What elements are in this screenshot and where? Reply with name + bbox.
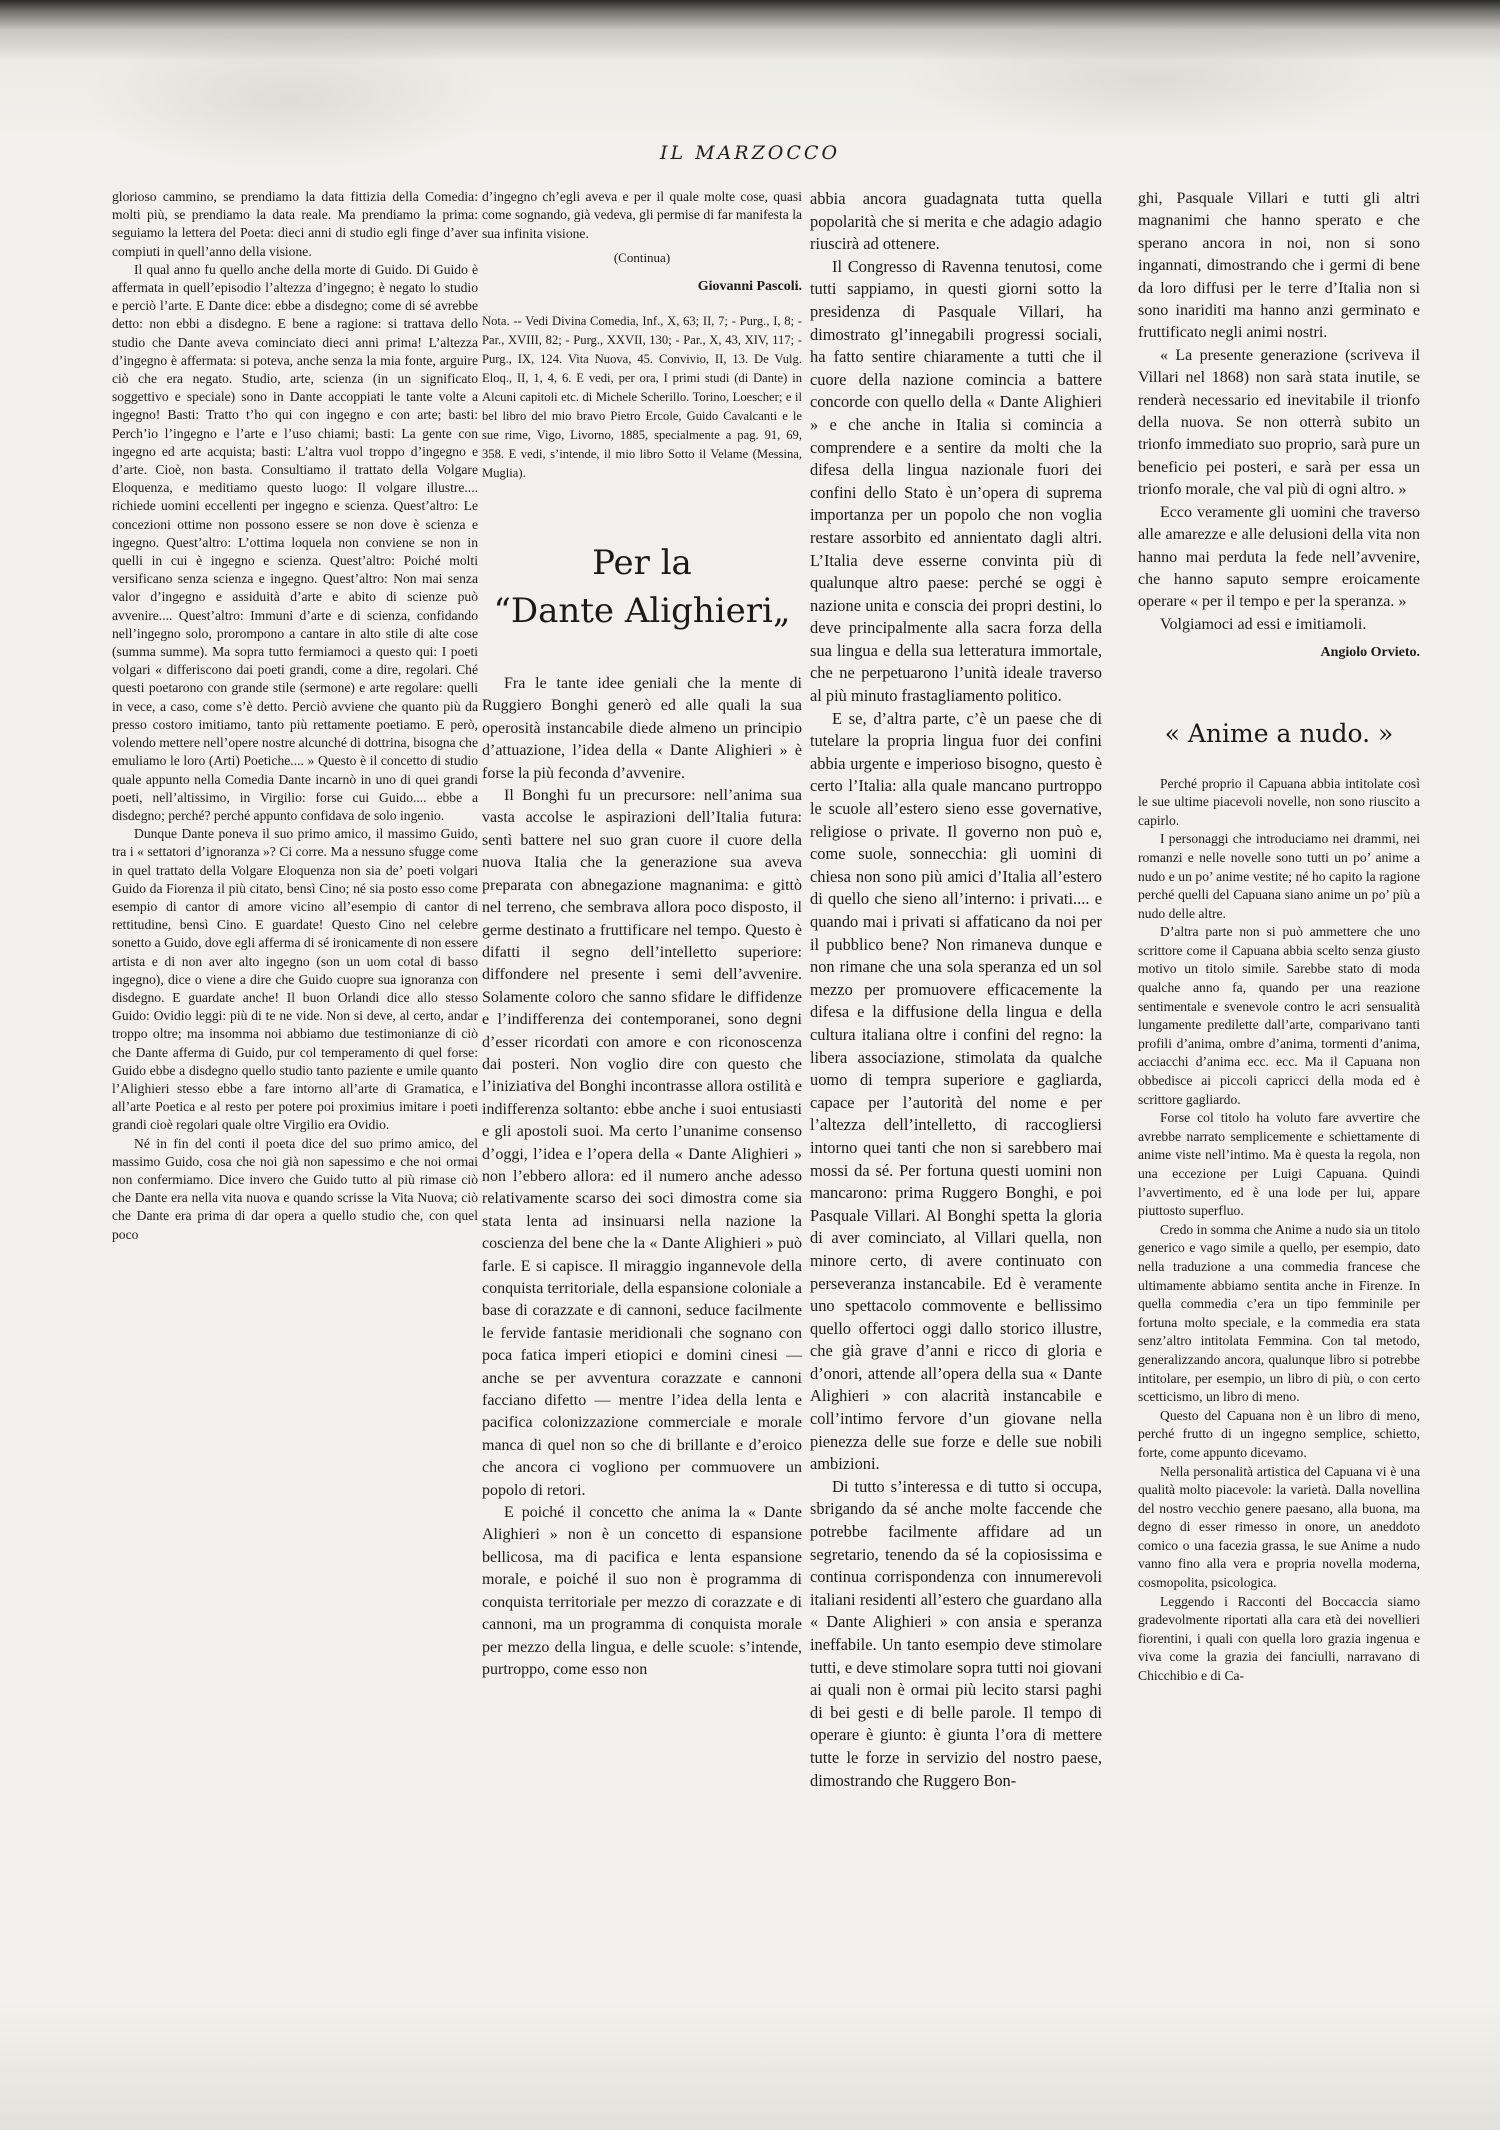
paragraph: Questo del Capuana non è un libro di meno, perché frutto di un ingegno semplice, schietto, forte, come appunto dicevamo. [1138, 1407, 1420, 1460]
headline-line: “Dante Alighieri„ [493, 591, 791, 632]
paragraph: Dunque Dante poneva il suo primo amico, il massimo Guido, tra i « settatori d’ignoranza »? Ci corre. Ma a nessuno sfugge come in quel trattato della Volgare Eloquenza non sia de’ poeti volgari Guido da Fiorenza il più citato, bensì Cino; né sia posto esso come esempio di cantor di amore vicino all’esempio di cantor di rettitudine, bensì Cino. E guardate! Questo Cino nel celebre sonetto a Guido, dove egli afferma di sé ironicamente di non essere artista e di non aver alto ingegno (son un uom cotal di basso ingegno), dice o viene a dire che Guido cuopre sua ignoranza con disdegno. E guardate anche! Il buon Orlandi dice allo stesso Guido: Ovidio leggi: più di te ne vide. Non si deve, al certo, andar troppo oltre; ma insomma noi abbiamo due testimonianze di ciò che Dante afferma di Guido, pur col temperamento di quel forse: Guido ebbe a disdegno quello studio tanto paziente e umile quanto l’Alighieri stesso ebbe a fare intorno all’arte di Gramatica, e all’arte Poetica e al resto per potere poi proximius imitare i poeti grandi cioè regolari quale oltre Virgilio era Ovidio. [112, 826, 478, 1133]
page-header: IL MARZOCCO [659, 142, 841, 164]
paragraph: d’ingegno ch’egli aveva e per il quale molte cose, quasi come sognando, già vedeva, gli permise di far manifesta la sua infinita visione. [482, 189, 802, 241]
paragraph: Il Bonghi fu un precursore: nell’anima sua vasta accolse le aspirazioni dell’Italia futura: sentì battere nel suo gran cuore il cuore della nuova Italia che la generazione sua aveva preparata con abnegazione magnanima: e gittò nel terreno, che sembrava allora poco disposto, il germe destinato a fruttificare nel tempo. Questo è difatti il segno dell’intelletto superiore: diffondere nel presente i semi dell’avvenire. Solamente coloro che sanno sfidare le diffidenze e l’indifferenza dei contemporanei, sono degni d’esser ricordati con amore e con riconoscenza dai posteri. Non voglio dire con questo che l’iniziativa del Bonghi incontrasse allora ostilità e indifferenza soltanto: ebbe anche i suoi entusiasti e gli apostoli suoi. Ma certo l’unanime consenso d’oggi, l’idea e l’opera della « Dante Alighieri » non l’ebbero allora: ed il numero anche adesso relativamente scarso dei soci dimostra come sia stata lenta ad insinuarsi nella nazione la coscienza del bene che la « Dante Alighieri » può farle. E si capisce. Il miraggio ingannevole della conquista territoriale, della espansione coloniale a base di corazzate e di cannoni, seduce facilmente le fervide fantasie meridionali che sognano con poca fatica imperi etiopici e domini cinesi — anche se per avventura corazzate e cannoni facciano difetto — mentre l’idea della lenta e pacifica colonizzazione commerciale e morale manca di quel non so che di brillante e d’eroico che ancora ci vogliono per commuovere un popolo di retori. [482, 787, 802, 1499]
paragraph: I personaggi che introduciamo nei drammi, nei romanzi e nelle novelle sono tutti un po’ anime a nudo e un po’ anime vestite; né ho capito la ragione perché quelli del Capuana siano anime un po’ più a nudo delle altre. [1138, 831, 1420, 921]
paragraph: « La presente generazione (scriveva il Villari nel 1868) non sarà stata inutile, se renderà necessario ed inevitabile il trionfo della nuova. Se non otterrà subito un trionfo immediato suo proprio, sarà pure un beneficio pei posteri, e sarà per essa un trionfo morale, che val più di ogni altro. » [1138, 346, 1420, 499]
paragraph: Leggendo i Racconti del Boccaccia siamo gradevolmente riportati alla cara età dei novellieri fiorentini, i quali con quella loro grazia ingenua e viva come la grazia dei fanciulli, narravano di Chicchibio e di Ca- [1138, 1593, 1420, 1684]
author-signature: Giovanni Pascoli. [697, 278, 802, 294]
headline-line: Per la [592, 543, 692, 584]
paragraph: Il Congresso di Ravenna tenutosi, come tutti sappiamo, in questi giorni sotto la presidenza di Pasquale Villari, ha dimostrato gl’innegabili progressi sociali, ha fatto sentire chiaramente a tutti che il cuore della nazione comincia a battere concorde con quello della « Dante Alighieri » e che anche in Italia si comincia a comprendere e a sentire da molti che la difesa della lingua nazionale fuori dei confini dello Stato è un’opera di suprema importanza per un popolo che non voglia restare assorbito ed annientato dagli altri. L’Italia deve esserne convinta più di qualunque altro paese: perché se oggi è nazione unita e conscia dei propri destini, lo deve principalmente alla sacra forza della sua lingua e della sua letteratura immortale, che ne perpetuarono l’unità ideale traverso al più minuto frastagliamento politico. [810, 256, 1102, 706]
column-2 [482, 188, 802, 1681]
paragraph: Fra le tante idee geniali che la mente di Ruggiero Bonghi generò ed alle quali la sua operosità instancabile diede almeno un principio d’attuazione, l’idea della « Dante Alighieri » è forse la più feconda d’avvenire. [482, 675, 802, 782]
paragraph: Di tutto s’interessa e di tutto si occupa, sbrigando da sé anche molte faccende che potrebbe facilmente affidare ad un segretario, tenendo da sé la copiosissima e continua corrispondenza con innumerevoli italiani residenti all’estero che guardano alla « Dante Alighieri » con ansia e speranza ineffabile. Un tanto esempio deve stimolare tutti, e deve stimolare sopra tutti noi giovani ai quali non è ormai più lecito starsi paghi di bei gesti e di belle parole. Il tempo di operare è giunto: è giunta l’ora di mettere tutte le forze in servizio del nostro paese, dimostrando che Ruggero Bon- [810, 1476, 1102, 1790]
paragraph: Forse col titolo ha voluto fare avvertire che avrebbe narrato semplicemente e schiettamente di anime viste nell’intimo. Ma è questa la regola, non una eccezione per Luigi Capuana. Quindi l’avvertimento, ed è una lode per lui, appare piuttosto superfluo. [1138, 1110, 1420, 1219]
paragraph: ghi, Pasquale Villari e tutti gli altri magnanimi che hanno sperato e che sperano ancora in noi, non si sono ingannati, dimostrando che i germi di bene da loro diffusi per le terre d’Italia non si sono inariditi ma hanno anzi germinato e fruttificato negli animi nostri. [1138, 190, 1420, 342]
article-headline [482, 539, 802, 635]
continued-label: (Continua) [613, 250, 671, 266]
paragraph: Il qual anno fu quello anche della morte di Guido. Di Guido è affermata in quell’episodio l’altezza d’ingegno; è negato lo studio e perciò l’arte. E Dante dice: ebbe a disdegno; come di sé avrebbe detto: non ebbi a disdegno. E bene a ragione: si trattava dello studio che Dante aveva cominciato dieci anni prima! L’altezza d’ingegno è affermata: si poteva, anche senza la mia fonte, arguire ciò che era negato. Studio, arte, scienza (in un significato soggettivo e speciale) sono in Dante accoppiati le tante volte a ingegno! Basti: Tratto t’ho qui con ingegno e con arte; basti: Perch’io l’ingegno e l’arte e l’uso chiami; basti: La gente con ingegno ed arte acquista; basti: L’altra vuol troppo d’ingegno e d’arte. Cioè, non basta. Consultiamo il trattato della Volgare Eloquenza, e meditiamo questo luogo: Il volgare illustre.... richiede uomini eccellenti per ingegno e scienza. Quest’altro: Le concezioni ottime non possono essere se non dove è scienza e ingegno. Quest’altro: L’ottima loquela non conviene se non in quelli in cui è ingegno e scienza. Quest’altro: Poiché molti versificano senza scienza e ingegno. Quest’altro: Non mai senza valor d’ingegno e assiduità d’arte e abito di scienze può avvenire.... Quest’altro: Immuni d’arte e di scienza, confidando nell’ingegno solo, prorompono a cantare in alto stile di alte cose (summa summe). Ma sopra tutto fermiamoci a questo qui: I poeti volgari « differiscono dai poeti grandi, come a dire, regolari. Ché questi poetarono con grande stile (sermone) e arte regolare: quelli in vece, a caso, come s’è detto. Perciò avviene che quanto più da presso costoro imitiamo, tanto più rettamente poetiamo. E però, volendo mettere nell’opere nostre alcunché di dottrina, bisogna che emuliamo le loro (Arti) Poetiche.... » Questo è il concetto di studio quale appunto nella Comedia Dante incarnò in uno di quei grandi poeti, nell’altissimo, in Virgilio: forse cui Guido.... ebbe a disdegno; perché? perché appunto confidava de solo ingenio. [112, 261, 478, 823]
paragraph: abbia ancora guadagnata tutta quella popolarità che si merita e che adagio adagio riuscirà ad ottenere. [810, 189, 1102, 254]
paragraph: Volgiamoci ad essi e imitiamoli. [1160, 615, 1367, 633]
paragraph: glorioso cammino, se prendiamo la data fittizia della Comedia: molti più, se prendiamo la data reale. Ma prendiamo la prima: seguiamo la lettera del Poeta: dieci anni di studio egli finge d’aver compiuti in quell’anno della visione. [112, 189, 478, 259]
paragraph: Né in fin del conti il poeta dice del suo primo amico, del massimo Guido, cosa che noi già non sapessimo e che noi ormai non confermiamo. Dice invero che Guido tutto al più rimase ciò che Dante era nella vita nuova e quando scrisse la Vita Nuova; ciò che Dante era prima di dar opera a quello studio che, con quel poco [112, 1135, 478, 1242]
paragraph: Perché proprio il Capuana abbia intitolate così le sue ultime piacevoli novelle, non sono riuscito a capirlo. [1138, 775, 1420, 828]
paragraph: Ecco veramente gli uomini che traverso alle amarezze e alle delusioni della vita non hanno mai perduta la fede nell’avvenire, che hanno saputo sempre eroicamente operare « per il tempo e per la speranza. » [1138, 503, 1420, 611]
article-body [1138, 775, 1420, 1686]
paragraph: E poiché il concetto che anima la « Dante Alighieri » non è un concetto di espansione bellicosa, ma di pacifica e lenta espansione morale, e poiché il suo non è programma di conquista territoriale per mezzo di corazzate e di cannoni, ma un programma di conquista morale per mezzo della lingua, e delle scuole: s’intende, purtroppo, come esso non [482, 1504, 802, 1678]
column-1 [112, 188, 478, 1244]
paragraph: Nella personalità artistica del Capuana vi è una qualità molto piacevole: la varietà. Dalla novellina del nostro vecchio genere paesano, alla buona, ma degno di esser rimesso in onore, un aneddoto comico o una facezia grassa, le sue Anime a nudo vanno fino alla vera e propria novella moderna, cosmopolita, psicologica. [1138, 1463, 1420, 1591]
paragraph: Credo in somma che Anime a nudo sia un titolo generico e vago simile a quello, per esempio, dato nella traduzione a una commedia francese che ultimamente abbiamo sentita anche in Firenze. In quella commedia c’era un tipo femminile per fortuna molto speciale, e la commedia era stata senz’altro intitolata Femmina. Con tal metodo, generalizzando ancora, qualunque libro si potrebbe intitolare, per esempio, un libro di più, o con certo scetticismo, un libro di meno. [1138, 1221, 1420, 1405]
article-headline: « Anime a nudo. » [1164, 718, 1394, 748]
footnote: Nota. -- Vedi Divina Comedia, Inf., X, 63; II, 7; - Purg., I, 8; - Par., XVIII, 82; - Purg., XXVII, 130; - Par., X, 43, XIV, 117; - Purg., IX, 124. Vita Nuova, 45. Convivio, II, 13. De Vulg. Eloq., II, 1, 4, 6. E vedi, per ora, I primi studi (di Dante) in Alcuni capitoli etc. di Michele Scherillo. Torino, Loescher; e il bel libro del mio bravo Pietro Ercole, Guido Cavalcanti e le sue rime, Vigo, Livorno, 1885, specialmente a pag. 91, 69, 358. E vedi, s’intende, il mio libro Sotto il Velame (Messina, Muglia). [482, 314, 802, 481]
column-4 [1138, 188, 1420, 1686]
paragraph: E se, d’altra parte, c’è un paese che di tutelare la propria lingua fuor dei confini abbia urgente e imperioso bisogno, questo è certo l’Italia: alla quale mancano purtroppo le scuole all’estero sieno esse governative, religiose o private. Il governo non può e, come suole, sonnecchia: gli uomini di chiesa non sono più amici d’Italia all’estero di quello che sieno all’interno: i privati.... e quando mai i privati si affaticano da noi per il pubblico bene? Non rimaneva dunque e non rimane che una sola speranza ed un sol mezzo per promuovere efficacemente la difesa e la diffusione della lingua e della cultura italiana oltre i confini del regno: la libera associazione, stimolata da qualche uomo di tempra superiore e gagliarda, capace per l’autorità del nome e per l’altezza dell’intelletto, di raccogliersi intorno quei tanti che non si sarebbero mai mossi da sé. Per fortuna questi uomini non mancarono: prima Ruggero Bonghi, e poi Pasquale Villari. Al Bonghi spetta la gloria di aver cominciato, al Villari quella, non minore certo, di avere continuato con perseveranza instancabile. Ed è veramente uno spettacolo commovente e bellissimo quello offertoci oggi dallo storico illustre, che già grave d’anni e ricco di gloria e d’onori, attende all’opera della sua « Dante Alighieri » con alacrità instancabile e coll’intimo fervore d’un giovane nella pienezza delle sue forze e delle sue nobili ambizioni. [810, 708, 1102, 1474]
paper-stain [900, 20, 1400, 140]
author-signature: Angiolo Orvieto. [1320, 645, 1420, 661]
column-3 [810, 188, 1102, 1792]
paragraph: D’altra parte non si può ammettere che uno scrittore come il Capuana abbia scelto senza giusto motivo un titolo simile. Sarebbe stato di moda qualche anno fa, quando per una reazione sentimentale e svenevole contro le acri sensualità lungamente predilette dall’arte, comparivano tanti profili d’anima, ombre d’anima, tormenti d’anima, acciacchi d’anima ecc. ecc. Ma il Capuana non obbedisce ai piccoli capricci della moda ed è scrittore gagliardo. [1138, 924, 1420, 1107]
